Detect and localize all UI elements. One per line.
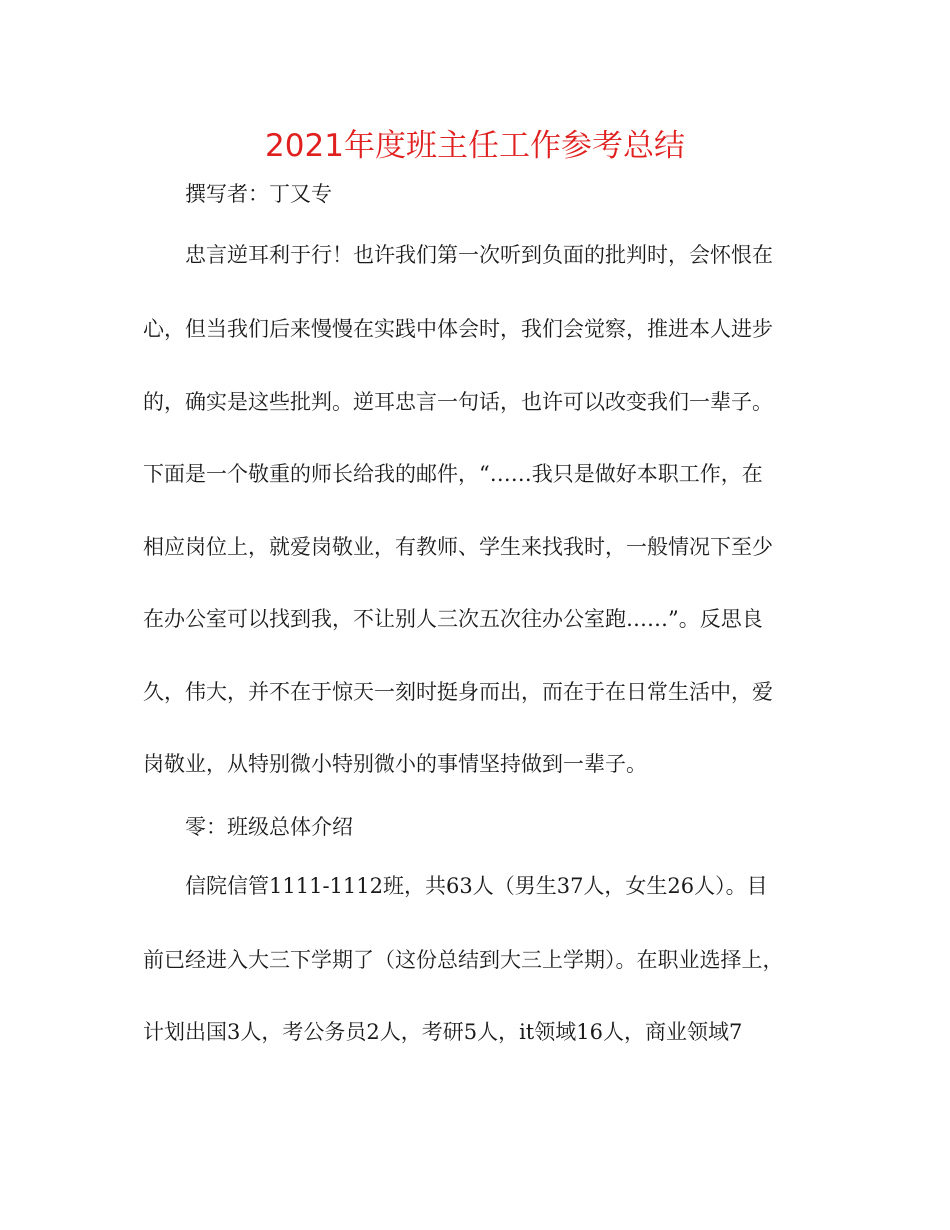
document-title: 2021年度班主任工作参考总结 bbox=[265, 128, 685, 164]
paragraph-line: 在办公室可以找到我，不让别人三次五次往办公室跑……”。反思良 bbox=[143, 607, 763, 631]
paragraph-line: 相应岗位上，就爱岗敬业，有教师、学生来找我时，一般情况下至少 bbox=[143, 535, 773, 559]
paragraph-line: 计划出国3人，考公务员2人，考研5人，it领域16人，商业领域7 bbox=[143, 1020, 743, 1044]
paragraph-line: 下面是一个敬重的师长给我的邮件，“……我只是做好本职工作，在 bbox=[143, 462, 763, 486]
paragraph-line: 心，但当我们后来慢慢在实践中体会时，我们会觉察，推进本人进步 bbox=[143, 317, 773, 341]
paragraph-line: 久，伟大，并不在于惊天一刻时挺身而出，而在于在日常生活中，爱 bbox=[143, 680, 773, 704]
document-author: 撰写者：丁又专 bbox=[185, 182, 332, 206]
paragraph-line: 岗敬业，从特别微小特别微小的事情坚持做到一辈子。 bbox=[143, 752, 647, 776]
section-heading: 零：班级总体介绍 bbox=[185, 815, 353, 839]
paragraph-line: 信院信管1111-1112班，共63人（男生37人，女生26人）。目 bbox=[185, 874, 768, 898]
paragraph-line: 的，确实是这些批判。逆耳忠言一句话，也许可以改变我们一辈子。 bbox=[143, 390, 773, 414]
paragraph-line: 前已经进入大三下学期了（这份总结到大三上学期）。在职业选择上， bbox=[143, 948, 784, 972]
paragraph-line: 忠言逆耳利于行！也许我们第一次听到负面的批判时，会怀恨在 bbox=[185, 243, 773, 267]
